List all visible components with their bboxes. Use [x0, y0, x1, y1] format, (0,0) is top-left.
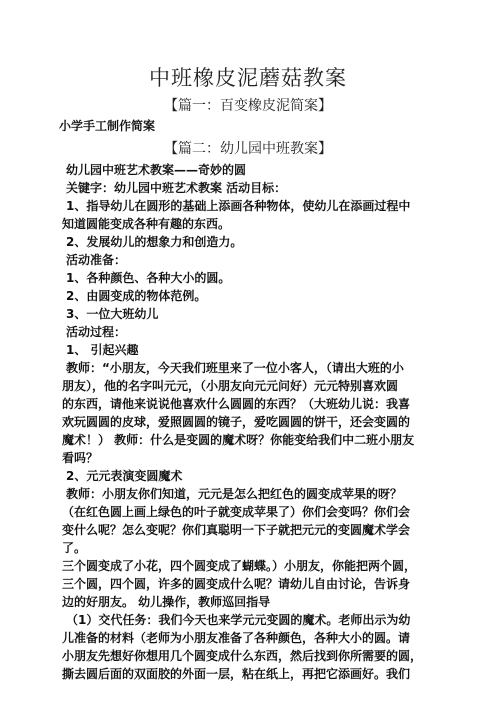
body-line: 朋友），他的名字叫元元，（小朋友向元元问好）元元特别喜欢圆 — [62, 379, 399, 393]
subheading: 小学手工制作简案 — [59, 119, 156, 133]
body-line: 1、指导幼儿在圆形的基础上添画各种物体，使幼儿在添画过程中 — [66, 199, 411, 213]
body-line: 活动过程： — [66, 325, 127, 339]
body-line: 撕去圆后面的双面胶的外面一层，粘在纸上，再把它添画好。我们 — [62, 667, 411, 681]
body-line: 2、由圆变成的物体范例。 — [66, 289, 207, 303]
body-line: 1、各种颜色、各种大小的圆。 — [66, 271, 231, 285]
body-line: 知道圆能变成各种有趣的东西。 — [62, 217, 231, 231]
body-line: 儿准备的材料（老师为小朋友准备了各种颜色，各种大小的圆。请 — [62, 631, 411, 645]
chapter-2-heading: 【篇二：幼儿园中班教案】 — [164, 141, 332, 157]
body-line: （1）交代任务：我们今天也来学元元变圆的魔术。老师出示为幼 — [66, 613, 411, 627]
body-line: 欢玩圆圆的皮球，爱照圆圆的镜子，爱吃圆圆的饼干，还会变圆的 — [62, 415, 411, 429]
body-line: 魔术！） 教师：什么是变圆的魔术呀？你能变给我们中二班小朋友 — [62, 433, 415, 447]
body-line: 2、发展幼儿的想象力和创造力。 — [66, 235, 243, 249]
body-line: 1、 引起兴趣 — [66, 343, 139, 357]
body-line: 三个圆变成了小花，四个圆变成了蝴蝶。）小朋友，你能把两个圆， — [62, 559, 417, 573]
body-line: （在红色圆上画上绿色的叶子就变成苹果了）你们会变吗？你们会 — [62, 505, 411, 519]
body-line: 教师：“小朋友，今天我们班里来了一位小客人，（请出大班的小 — [66, 361, 404, 375]
body-line: 变什么呢？怎么变呢？你们真聪明一下子就把元元的变圆魔术学会 — [62, 523, 411, 537]
body-line: 3、一位大班幼儿 — [66, 307, 159, 321]
body-line: 边的好朋友。 幼儿操作，教师巡回指导 — [62, 595, 271, 609]
document-title: 中班橡皮泥蘑菇教案 — [149, 66, 347, 90]
body-line: 活动准备： — [66, 253, 127, 267]
body-line: 小朋友先想好你想用几个圆变成什么东西，然后找到你所需要的圆， — [62, 649, 423, 663]
body-line: 2、元元表演变圆魔术 — [66, 469, 183, 483]
body-line: 了。 — [62, 541, 87, 555]
body-line: 教师：小朋友你们知道，元元是怎么把红色的圆变成苹果的呀？ — [66, 487, 403, 501]
chapter-1-heading: 【篇一：百变橡皮泥简案】 — [164, 98, 332, 114]
body-line: 幼儿园中班艺术教案——奇妙的圆 — [66, 163, 247, 177]
body-line: 看吗？ — [62, 451, 99, 465]
body-line: 三个圆，四个圆，许多的圆变成什么呢？请幼儿自由讨论，告诉身 — [62, 577, 411, 591]
body-line: 的东西，请他来说说他喜欢什么圆圆的东西？（大班幼儿说：我喜 — [62, 397, 411, 411]
body-line: 关键字：幼儿园中班艺术教案 活动目标： — [66, 181, 287, 195]
